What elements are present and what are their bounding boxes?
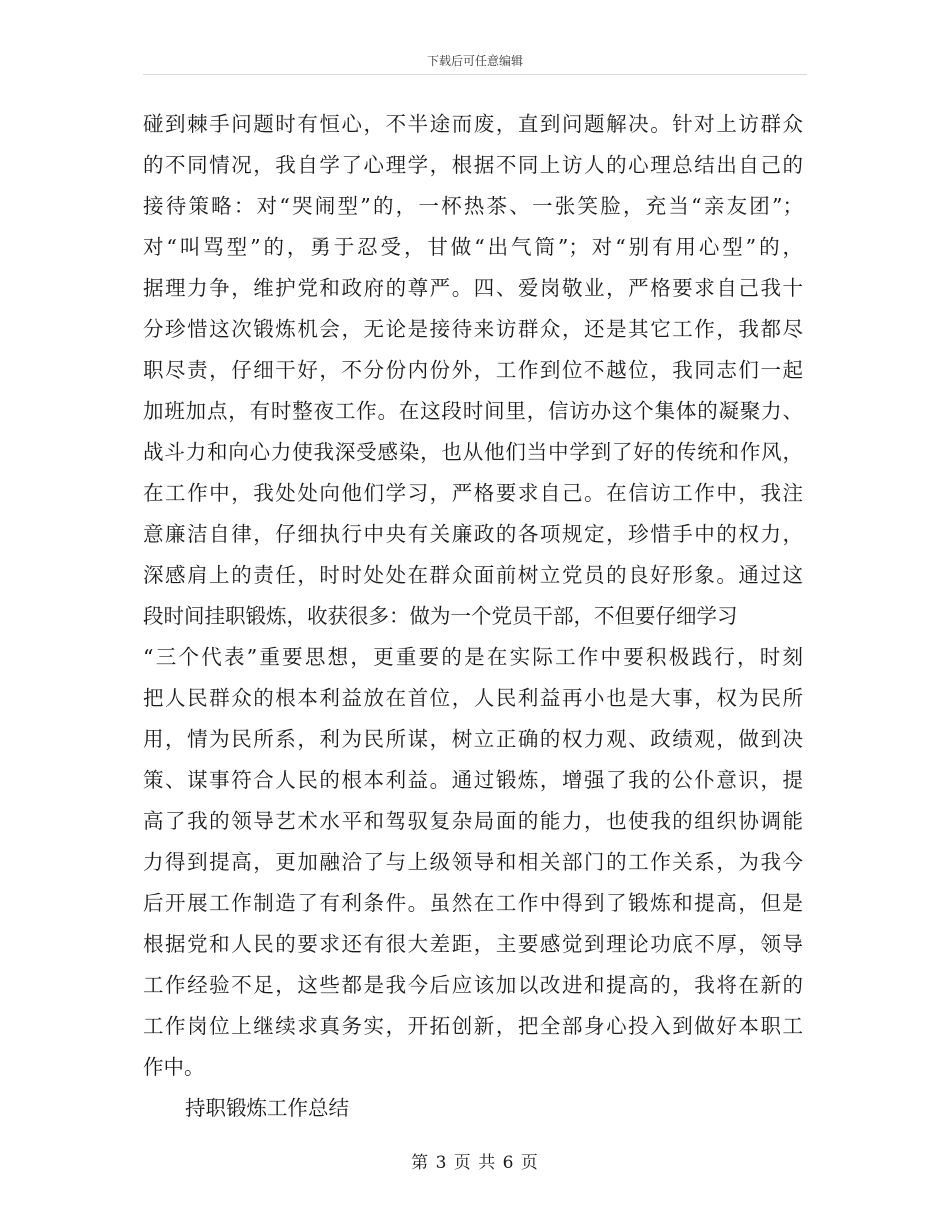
body-line: 工作经验不足，这些都是我今后应该加以改进和提高的，我将在新的: [143, 973, 803, 997]
body-line: 战斗力和向心力使我深受感染，也从他们当中学到了好的传统和作风，: [143, 440, 803, 464]
body-line: 深感肩上的责任，时时处处在群众面前树立党员的良好形象。通过这: [143, 563, 803, 587]
body-line: 段时间挂职锻炼，收获很多：做为一个党员干部，不但要仔细学习: [143, 604, 738, 628]
body-line: 碰到棘手问题时有恒心，不半途而废，直到问题解决。针对上访群众: [143, 112, 803, 136]
body-line: “三个代表”重要思想，更重要的是在实际工作中要积极践行，时刻: [143, 645, 803, 669]
section-heading: 持职锻炼工作总结: [185, 1096, 349, 1120]
page-header: 下载后可任意编辑: [426, 54, 523, 68]
body-line: 分珍惜这次锻炼机会，无论是接待来访群众，还是其它工作，我都尽: [143, 317, 803, 341]
body-line: 职尽责，仔细干好，不分份内份外，工作到位不越位，我同志们一起: [143, 358, 803, 382]
body-line: 高了我的领导艺术水平和驾驭复杂局面的能力，也使我的组织协调能: [143, 809, 803, 833]
body-line: 工作岗位上继续求真务实，开拓创新，把全部身心投入到做好本职工: [143, 1014, 803, 1038]
page-footer: 第 3 页 共 6 页: [411, 1153, 539, 1173]
body-line: 后开展工作制造了有利条件。虽然在工作中得到了锻炼和提高，但是: [143, 891, 803, 915]
body-line: 在工作中，我处处向他们学习，严格要求自己。在信访工作中，我注: [143, 481, 803, 505]
header-divider: [143, 74, 807, 75]
body-line: 加班加点，有时整夜工作。在这段时间里，信访办这个集体的凝聚力、: [143, 399, 803, 423]
body-line: 把人民群众的根本利益放在首位，人民利益再小也是大事，权为民所: [143, 686, 803, 710]
body-line: 据理力争，维护党和政府的尊严。四、爱岗敬业，严格要求自己我十: [143, 276, 803, 300]
body-line: 的不同情况，我自学了心理学，根据不同上访人的心理总结出自己的: [143, 153, 803, 177]
body-line: 用，情为民所系，利为民所谋，树立正确的权力观、政绩观，做到决: [143, 727, 803, 751]
document-body: [143, 104, 803, 1129]
body-line: 对“叫骂型”的，勇于忍受，甘做“出气筒”；对“别有用心型”的，: [143, 235, 803, 259]
body-line: 策、谋事符合人民的根本利益。通过锻炼，增强了我的公仆意识，提: [143, 768, 803, 792]
body-line: 意廉洁自律，仔细执行中央有关廉政的各项规定，珍惜手中的权力，: [143, 522, 803, 546]
body-line: 接待策略：对“哭闹型”的，一杯热茶、一张笑脸，充当“亲友团”；: [143, 194, 803, 218]
body-line: 作中。: [143, 1055, 205, 1079]
body-line: 力得到提高，更加融洽了与上级领导和相关部门的工作关系，为我今: [143, 850, 803, 874]
body-line: 根据党和人民的要求还有很大差距，主要感觉到理论功底不厚，领导: [143, 932, 803, 956]
